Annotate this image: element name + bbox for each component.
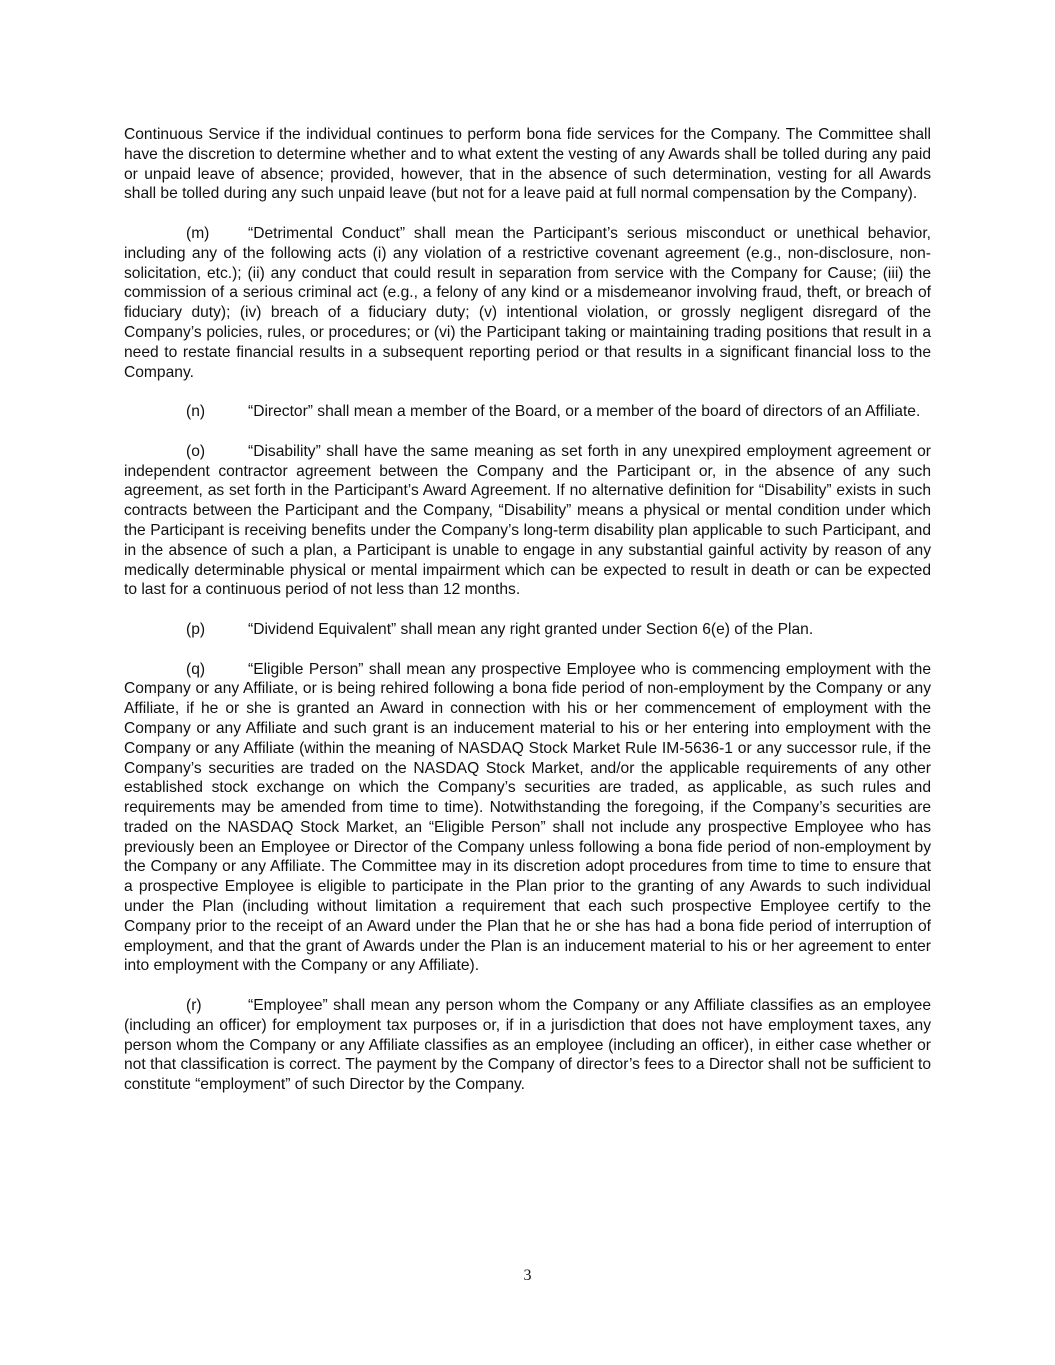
definition-text: “Disability” shall have the same meaning as set forth in any unexpired employment agreement or independent contractor agreement between the Company and the Participant or, in the absence of any such agreement, as set forth in the Participant’s Award Agreement. If no alternative definition for “Disability” exists in such contracts between the Participant and the Company, “Disability” means a physical or mental condition under which the Participant is receiving benefits under the Company’s long-term disability plan applicable to such Participant, and in the absence of such a plan, a Participant is unable to engage in any substantial gainful activity by reason of any medically determinable physical or mental impairment which can be expected to result in death or can be expected to last for a continuous period of not less than 12 months.: [124, 442, 931, 599]
definition-text: “Detrimental Conduct” shall mean the Participant’s serious misconduct or unethical behavior, including any of the following acts (i) any violation of a restrictive covenant agreement (e.g., non-disclosure, non-solicitation, etc.); (ii) any conduct that could result in separation from service with the Company for Cause; (iii) the commission of a serious criminal act (e.g., a felony of any kind or a misdemeanor involving fraud, theft, or breach of fiduciary duty); (iv) breach of a fiduciary duty; (v) intentional violation, or grossly negligent disregard of the Company’s policies, rules, or procedures; or (vi) the Participant taking or maintaining trading positions that result in a need to restate financial results in a subsequent reporting period or that results in a significant financial loss to the Company.: [124, 224, 931, 381]
item-marker: (r): [186, 997, 202, 1015]
item-marker: (q): [186, 660, 206, 678]
definition-text: “Director” shall mean a member of the Board, or a member of the board of directors of an Affiliate.: [248, 403, 921, 421]
definition-p: [124, 620, 931, 640]
definition-o: [124, 442, 931, 600]
page-number: 3: [523, 1267, 532, 1284]
definition-n: [124, 402, 931, 422]
item-marker: (o): [186, 442, 206, 460]
continuation-paragraph: Continuous Service if the individual continues to perform bona fide services for the Company. The Committee shall have the discretion to determine whether and to what extent the vesting of any Awards shall be tolled during any paid or unpaid leave of absence; provided, however, that in the absence of such determination, vesting for all Awards shall be tolled during any such unpaid leave (but not for a leave paid at full normal compensation by the Company).: [124, 126, 931, 203]
definition-r: [124, 996, 931, 1095]
definition-m: [124, 224, 931, 382]
item-marker: (n): [186, 403, 206, 421]
definition-text: “Employee” shall mean any person whom the Company or any Affiliate classifies as an employee (including an officer) for employment tax purposes or, if in a jurisdiction that does not have employment taxes, any person whom the Company or any Affiliate classifies as an employee (including an officer), in either case whether or not that classification is correct. The payment by the Company of director’s fees to a Director shall not be sufficient to constitute “employment” of such Director by the Company.: [124, 997, 931, 1094]
item-marker: (p): [186, 620, 206, 638]
definition-text: “Dividend Equivalent” shall mean any right granted under Section 6(e) of the Plan.: [248, 620, 814, 638]
document-body: [124, 125, 931, 1115]
item-marker: (m): [186, 224, 210, 242]
definition-q: [124, 660, 931, 977]
definition-text: “Eligible Person” shall mean any prospective Employee who is commencing employment with the Company or any Affiliate, or is being rehired following a bona fide period of non-employment by the Company or any Affiliate, if he or she is granted an Award in connection with his or her commencement of employment with the Company or any Affiliate and such grant is an inducement material to his or her entering into employment with the Company or any Affiliate (within the meaning of NASDAQ Stock Market Rule IM-5636-1 or any successor rule, if the Company’s securities are traded on the NASDAQ Stock Market, and/or the applicable requirements of any other established stock exchange on which the Company’s securities are traded, as applicable, as such rules and requirements may be amended from time to time). Notwithstanding the foregoing, if the Company’s securities are traded on the NASDAQ Stock Market, an “Eligible Person” shall not include any prospective Employee who has previously been an Employee or Director of the Company unless following a bona fide period of non-employment by the Company or any Affiliate. The Committee may in its discretion adopt procedures from time to time to ensure that a prospective Employee is eligible to participate in the Plan prior to the granting of any Awards to such individual under the Plan (including without limitation a requirement that each such prospective Employee certify to the Company prior to the receipt of an Award under the Plan that he or she has had a bona fide period of interruption of employment, and that the grant of Awards under the Plan is an inducement material to his or her agreement to enter into employment with the Company or any Affiliate).: [124, 660, 931, 975]
